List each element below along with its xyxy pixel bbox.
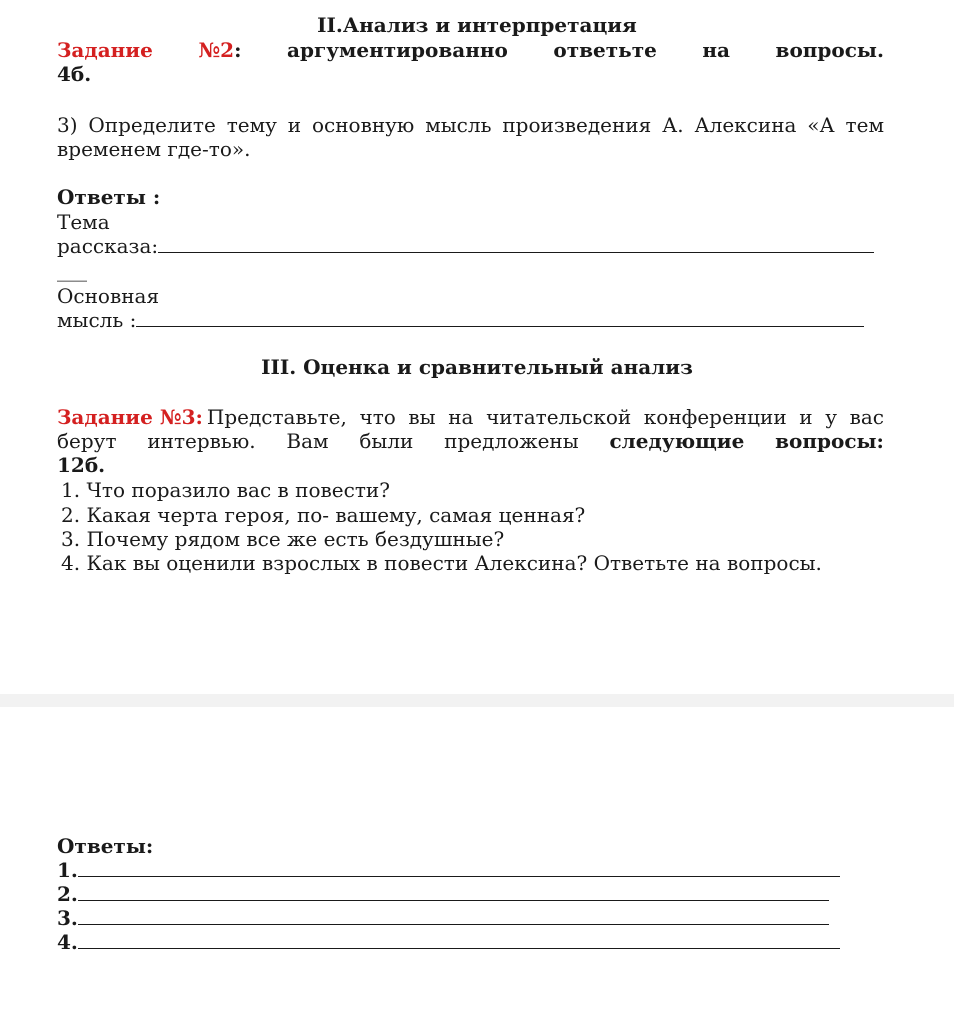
answer-blank[interactable] — [78, 931, 840, 949]
task-2-colon: : — [234, 38, 242, 62]
section-2-heading: II.Анализ и интерпретация — [317, 13, 637, 37]
task-2-label: Задание — [57, 38, 153, 62]
task-3-word: были — [359, 429, 414, 453]
answer-row — [57, 882, 829, 906]
task-2-number: №2 — [198, 38, 235, 62]
task-2-line — [57, 38, 884, 62]
question-item: 4. Как вы оценили взрослых в повести Алексина? Ответьте на вопросы. — [61, 551, 822, 575]
idea-row — [57, 308, 864, 332]
task-3-bold-word: вопросы: — [775, 429, 884, 453]
question-item: 3. Почему рядом все же есть бездушные? — [61, 527, 505, 551]
task-3-points: 12б. — [57, 453, 106, 477]
task-3-line-2 — [57, 429, 884, 453]
page-break-divider — [0, 694, 954, 707]
question-item: 1. Что поразило вас в повести? — [61, 478, 390, 502]
answer-number: 2. — [57, 882, 78, 906]
answer-row — [57, 906, 829, 930]
section-3-heading: III. Оценка и сравнительный анализ — [261, 355, 693, 379]
task-3-line-1-text: Представьте, что вы на читательской конференции и у вас — [206, 405, 884, 429]
task-3-word: предложены — [444, 429, 579, 453]
answer-row — [57, 858, 840, 882]
task-3-word: берут — [57, 429, 117, 453]
answers-2-label: Ответы: — [57, 834, 154, 858]
task-2-word: ответьте — [553, 38, 657, 62]
task-3-bold-word: следующие — [609, 429, 745, 453]
task-2-points: 4б. — [57, 62, 92, 86]
task-3-word: Вам — [286, 429, 329, 453]
question-item: 2. Какая черта героя, по- вашему, самая ценная? — [61, 503, 586, 527]
idea-label-continued: мысль : — [57, 308, 137, 332]
task-3-word: интервью. — [147, 429, 256, 453]
question-3-line-2: временем где-то». — [57, 137, 251, 161]
task-3-label: Задание №3: — [57, 405, 203, 429]
task-2-word: на — [702, 38, 730, 62]
theme-label: Тема — [57, 210, 110, 234]
answer-number: 4. — [57, 930, 78, 954]
idea-label: Основная — [57, 284, 160, 308]
theme-row — [57, 234, 874, 258]
answer-row — [57, 930, 840, 954]
theme-blank-overflow: ___ — [57, 258, 87, 282]
question-3-line-1: 3) Определите тему и основную мысль произведения А. Алексина «А тем — [57, 113, 884, 137]
answer-blank[interactable] — [78, 907, 829, 925]
theme-label-continued: рассказа: — [57, 234, 159, 258]
answer-number: 3. — [57, 906, 78, 930]
answer-blank[interactable] — [78, 859, 840, 877]
idea-answer-blank[interactable] — [136, 309, 864, 327]
answer-number: 1. — [57, 858, 78, 882]
task-2-word: аргументированно — [287, 38, 508, 62]
answers-label: Ответы : — [57, 185, 161, 209]
task-3-line-1 — [57, 405, 884, 429]
answer-blank[interactable] — [78, 883, 829, 901]
task-2-word: вопросы. — [775, 38, 884, 62]
theme-answer-blank[interactable] — [158, 235, 874, 253]
